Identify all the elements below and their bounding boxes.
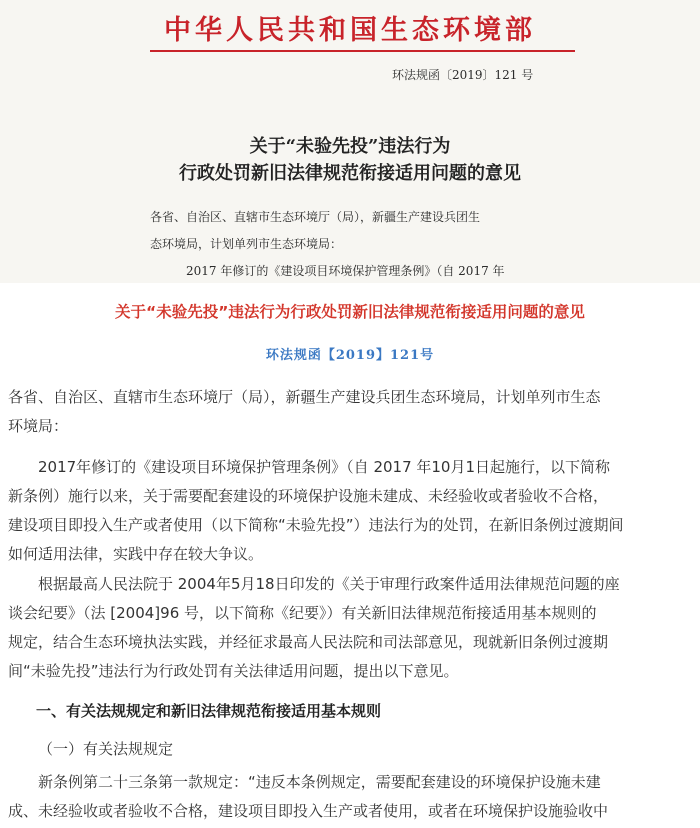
paragraph-1 (8, 453, 694, 569)
article-doc-number: 环法规函【2019】121号 (265, 348, 435, 363)
text-line: 建设项目即投入生产或者使用（以下简称“未验先投”）违法行为的处罚，在新旧条例过渡期间 (8, 516, 624, 534)
red-divider-line (150, 50, 575, 52)
article-title: 关于“未验先投”违法行为行政处罚新旧法律规范衔接适用问题的意见 (115, 303, 585, 321)
text-line: 规定，结合生态环境执法实践，并经征求最高人民法院和司法部意见，现就新旧条例过渡期 (8, 633, 609, 651)
paragraph-3 (8, 768, 694, 826)
text-line: 新条例）施行以来，关于需要配套建设的环境保护设施未建成、未经验收或者验收不合格， (8, 487, 609, 505)
scan-title-line-2: 行政处罚新旧法律规范衔接适用问题的意见 (179, 163, 521, 184)
addressee-paragraph (8, 383, 694, 441)
text-line: 谈会纪要》（法 [2004]96 号，以下简称《纪要》）有关新旧法律规范衔接适用基本规则的 (8, 604, 597, 622)
scan-title-line-1: 关于“未验先投”违法行为 (249, 136, 451, 157)
scan-body-line-1: 2017 年修订的《建设项目环境保护管理条例》（自 2017 年 (186, 264, 505, 278)
subsection-heading-1: （一）有关法规规定 (38, 740, 174, 758)
text-line: 间“未验先投”违法行为行政处罚有关法律适用问题，提出以下意见。 (8, 662, 459, 680)
text-line: 环境局： (8, 417, 69, 435)
text-line: 成、未经验收或者验收不合格，建设项目即投入生产或者使用，或者在环境保护设施验收中 (8, 802, 609, 820)
scan-addressee-line-2: 态环境局，计划单列市生态环境局： (150, 237, 343, 251)
section-heading-1: 一、有关法规规定和新旧法律规范衔接适用基本规则 (36, 702, 382, 720)
scanned-document-image (0, 0, 700, 283)
text-line: 如何适用法律，实践中存在较大争议。 (8, 545, 264, 563)
text-line: 2017年修订的《建设项目环境保护管理条例》（自 2017 年10月1日起施行，以下简称 (38, 458, 611, 476)
paragraph-2 (8, 570, 694, 686)
text-line: 新条例第二十三条第一款规定：“违反本条例规定，需要配套建设的环境保护设施未建 (38, 773, 601, 791)
scan-addressee-line-1: 各省、自治区、直辖市生态环境厅（局），新疆生产建设兵团生 (150, 210, 481, 224)
text-line: 各省、自治区、直辖市生态环境厅（局），新疆生产建设兵团生态环境局，计划单列市生态 (8, 388, 601, 406)
ministry-header: 中华人民共和国生态环境部 (164, 15, 536, 46)
text-line: 根据最高人民法院于 2004年5月18日印发的《关于审理行政案件适用法律规范问题的座 (38, 575, 620, 593)
scan-doc-number: 环法规函〔2019〕121 号 (392, 68, 534, 82)
